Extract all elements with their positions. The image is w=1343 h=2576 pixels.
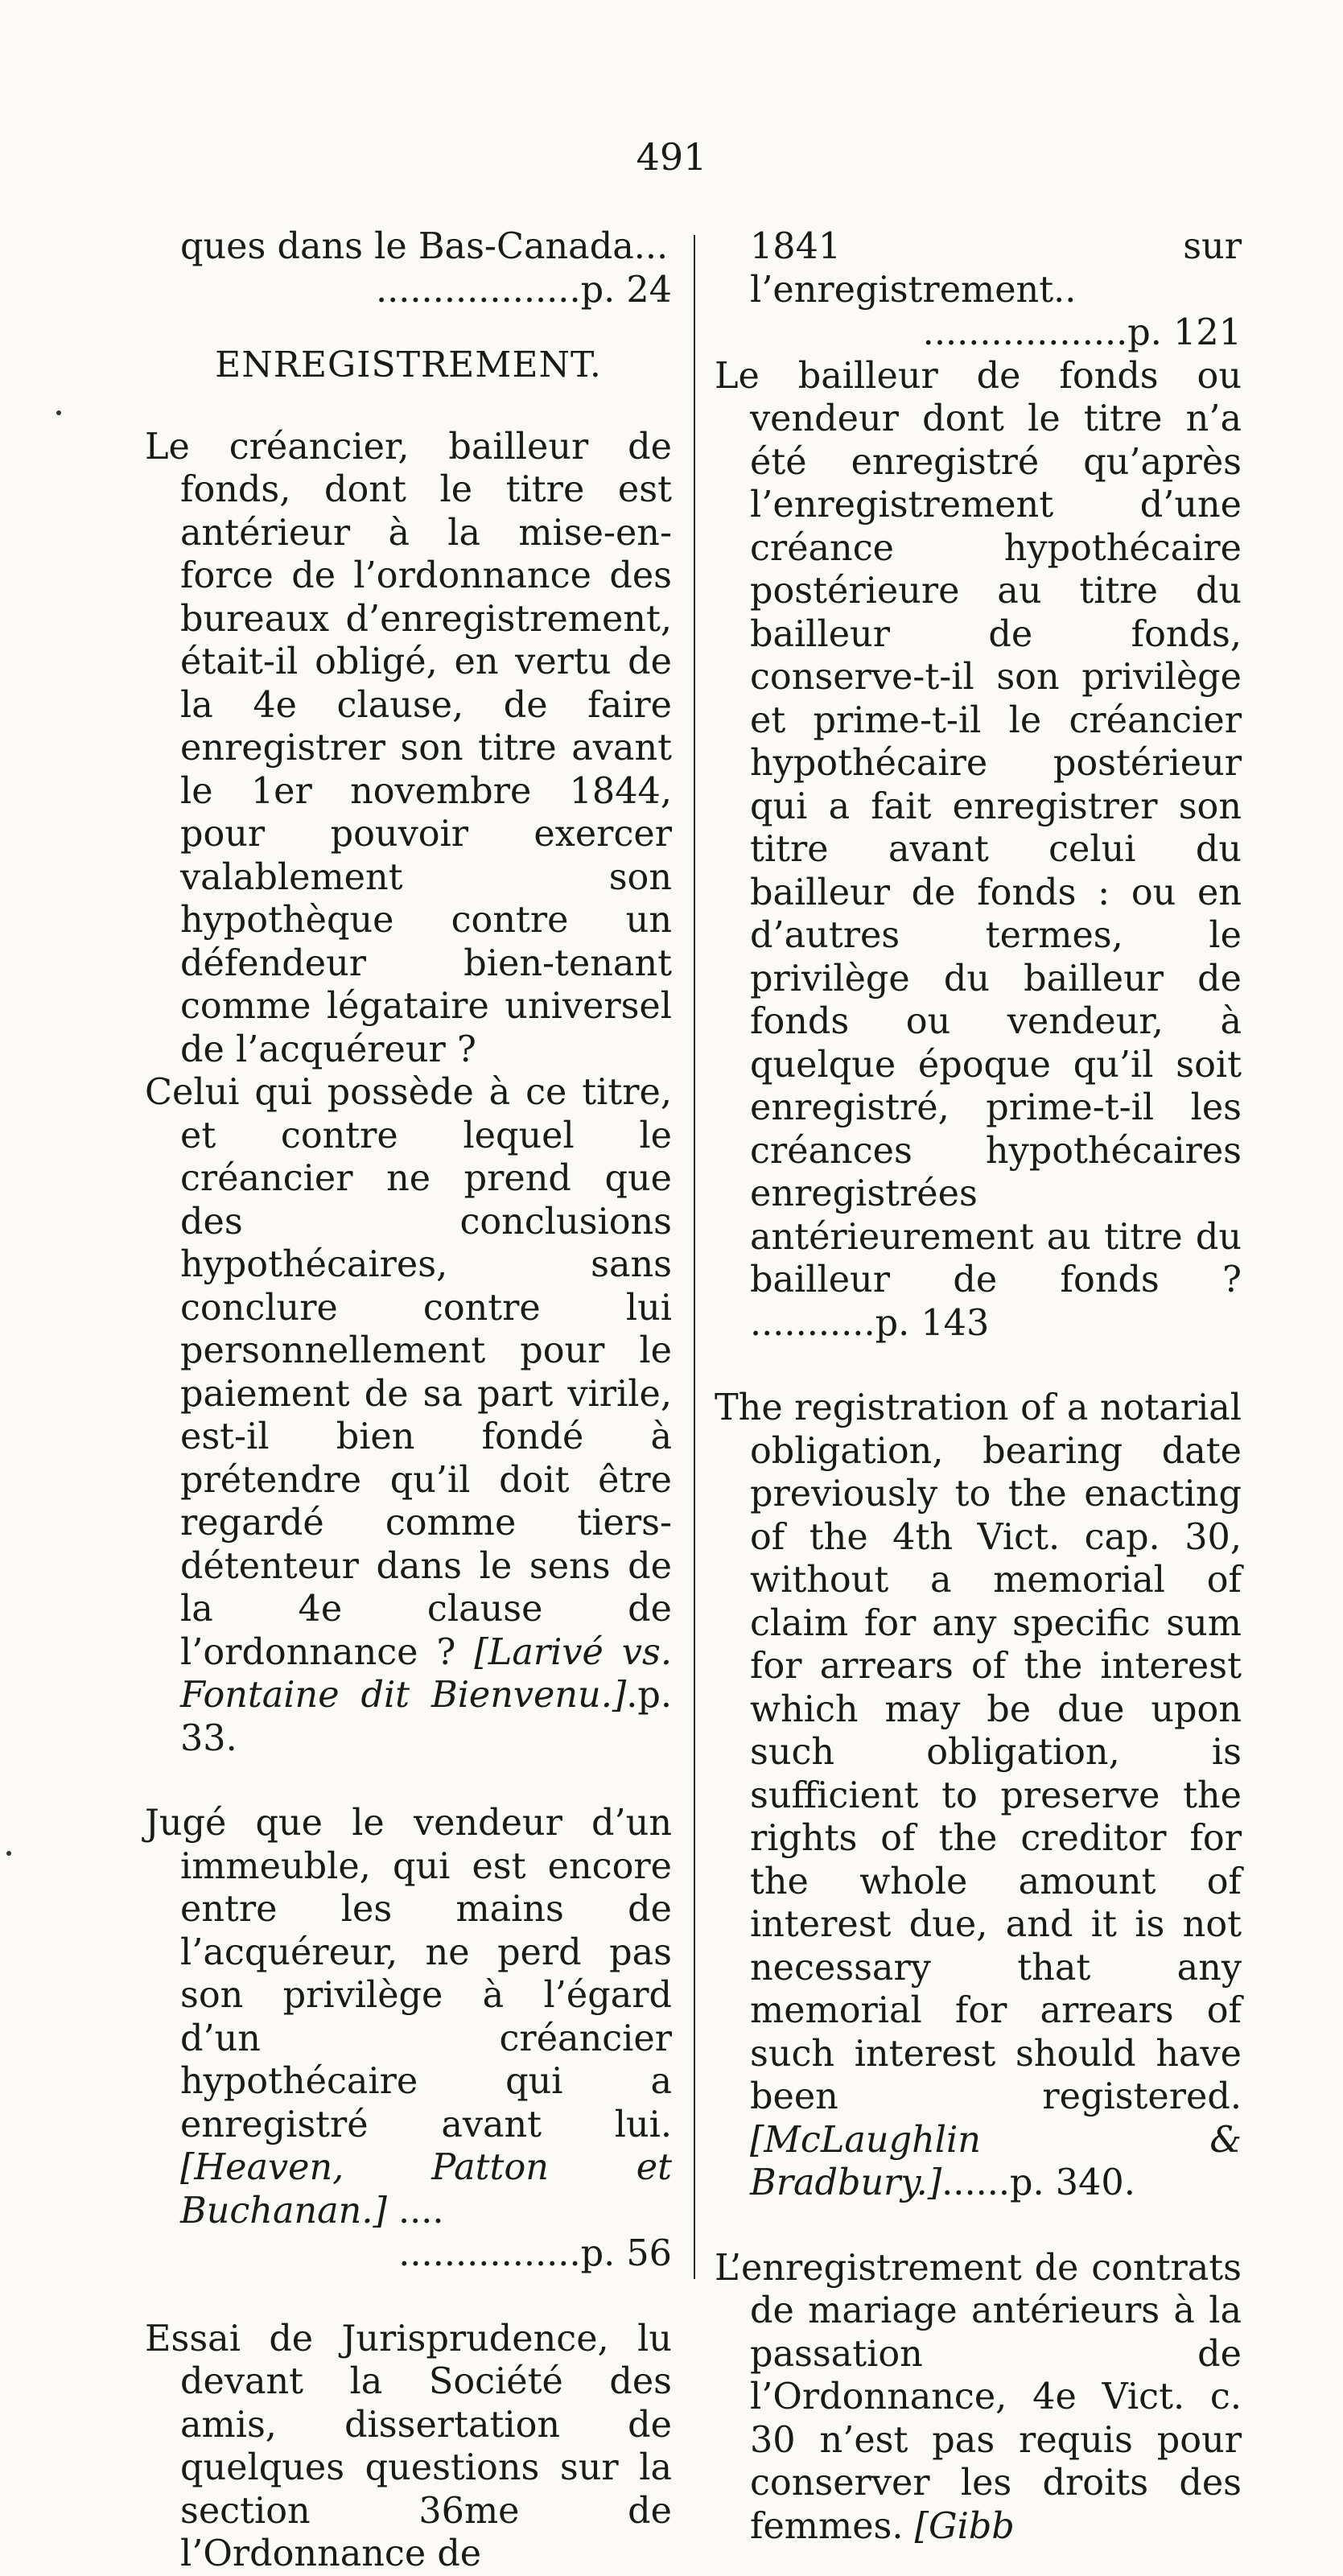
entry-text: Celui qui possède à ce titre, et contre lequel le créancier ne prend que des conclusions hypothécaires, sans conclure contre lui personnellement pour le paiement de sa part virile, est-il bien fondé à prétendre qu’il doit être regardé comme tiers-détenteur dans le sens de la 4e clause de l’ordonnance ? [145,1072,672,1673]
left-column [145,225,672,2576]
index-entry [145,1802,672,2232]
entry-text: L’enregistrement de contrats de mariage antérieurs à la passation de l’Ordonnance, 4e Vict. c. 30 n’est pas requis pour conserver les droits des femmes. [715,2247,1242,2547]
entry-text: The registration of a notarial obligation, bearing date previously to the enacting of the 4th Vict. cap. 30, without a memorial of claim for any specific sum for arrears of the interest which may be due upon such obligation, is sufficient to preserve the rights of the creditor for the whole amount of interest due, and it is not necessary that any memorial for arrears of such interest should have been registered. [715,1387,1242,2117]
entry-text: Jugé que le vendeur d’un immeuble, qui est encore entre les mains de l’acquéreur, ne perd pas son privilège à l’égard d’un créancier hypothécaire qui a enregistré avant lui. [145,1803,672,2145]
entry-text: Le bailleur de fonds ou vendeur dont le titre n’a été enregistré qu’après l’enregistrement d’une créance hypothécaire postérieure au titre du bailleur de fonds, conserve-t-il son privilège et prime-t-il le créancier hypothécaire postérieur qui a fait enregistrer son titre avant celui du bailleur de fonds : ou en d’autres termes, le privilège du bailleur de fonds ou vendeur, à quelque époque qu’il soit enregistré, prime-t-il les créances hypothécaires enregistrées antérieurement au titre du bailleur de fonds ? [715,355,1242,1300]
stray-mark [6,1851,11,1856]
page-reference: ......p. 340. [941,2162,1135,2203]
index-entry: Essai de Jurisprudence, lu devant la Société des amis, dissertation de quelques questions sur la section 36me de l’Ordonnance de [145,2318,672,2574]
stray-mark [56,410,61,415]
leader-dots: .... [398,2190,444,2232]
right-column [715,225,1242,2548]
index-entry: Le créancier, bailleur de fonds, dont le titre est antérieur à la mise-en-force de l’ordonnance des bureaux d’enregistrement, était-il obligé, en vertu de la 4e clause, de faire enregistrer son titre avant le 1er novembre 1844, pour pouvoir exercer valablement son hypothèque contre un défendeur bien-tenant comme légataire universel de l’acquéreur ? [145,426,672,1070]
page-reference: ................p. 56 [398,2233,672,2274]
column-divider [694,235,695,2279]
entry-continuation: ques dans le Bas-Canada... [180,226,669,267]
entry-continuation: 1841 sur l’enregistrement.. [750,226,1242,311]
case-citation: [Larivé vs. Fontaine dit Bienvenu.] [180,1631,672,1716]
page-reference: ...........p. 143 [750,1302,990,1344]
page-number: 491 [636,135,707,179]
page-reference: ..................p. 121 [922,312,1242,353]
index-entry [715,1387,1242,2205]
page-reference: .p. 33. [180,1675,672,1759]
case-citation: [McLaughlin & Bradbury.] [750,2119,1242,2203]
section-heading: ENREGISTREMENT. [215,344,602,385]
index-entry [715,2247,1242,2549]
page-reference: ..................p. 24 [375,269,672,311]
index-entry [715,355,1242,1346]
case-citation: [Gibb [914,2505,1015,2547]
case-citation: [Heaven, Patton et Buchanan.] [180,2147,672,2232]
index-entry [145,1071,672,1760]
